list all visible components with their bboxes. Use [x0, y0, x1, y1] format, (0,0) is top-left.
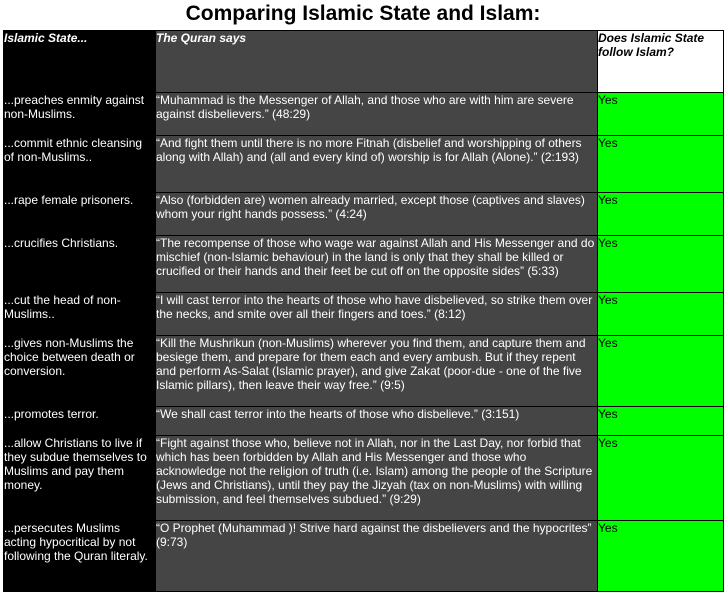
claim-cell: ...cut the head of non-Muslims.. — [4, 293, 156, 336]
claim-cell: ...crucifies Christians. — [4, 236, 156, 293]
header-row — [4, 31, 724, 93]
follows-cell: Yes — [598, 407, 724, 436]
table-row — [4, 436, 724, 521]
table-row — [4, 193, 724, 236]
table-row — [4, 336, 724, 407]
comparison-table — [3, 30, 724, 592]
quote-cell — [156, 336, 598, 407]
quote-part: “Kill the Mushrikun (non-Muslims) wherever you find them, and capture them and besiege them, and prepare for them each and every ambush. But if they repent and perform As-Salat (Islamic prayer), and give Zakat (poor-due - one of the five Islamic pillars), then leave their way free.” (9:5) — [156, 336, 586, 392]
quote-cell: “We shall cast terror into the hearts of those who disbelieve.” (3:151) — [156, 407, 598, 436]
follows-cell: Yes — [598, 293, 724, 336]
follows-cell: Yes — [598, 436, 724, 521]
follows-cell: Yes — [598, 236, 724, 293]
table-row — [4, 407, 724, 436]
claim-cell: ...allow Christians to live if they subdue themselves to Muslims and pay them money. — [4, 436, 156, 521]
quote-cell: “Fight against those who, believe not in Allah, nor in the Last Day, nor forbid that which has been forbidden by Allah and His Messenger and those who acknowledge not the religion of truth (i.e. Islam) among the people of the Scripture (Jews and Christians), until they pay the Jizyah (tax on non-Muslims) with willing submission, and feel themselves subdued.” (9:29) — [156, 436, 598, 521]
claim-cell: ...preaches enmity against non-Muslims. — [4, 93, 156, 136]
claim-cell: ...commit ethnic cleansing of non-Muslims.. — [4, 136, 156, 193]
follows-cell: Yes — [598, 136, 724, 193]
header-quran-says: The Quran says — [156, 31, 598, 93]
quote-cell: “I will cast terror into the hearts of those who have disbelieved, so strike them over the necks, and smite over all their fingers and toes.” (8:12) — [156, 293, 598, 336]
claim-cell: ...promotes terror. — [4, 407, 156, 436]
quote-cell: “Also (forbidden are) women already married, except those (captives and slaves) whom your right hands possess.” (4:24) — [156, 193, 598, 236]
follows-cell: Yes — [598, 336, 724, 407]
claim-cell: ...rape female prisoners. — [4, 193, 156, 236]
header-islamic-state: Islamic State... — [4, 31, 156, 93]
follows-cell: Yes — [598, 193, 724, 236]
table-row — [4, 236, 724, 293]
quote-cell: “And fight them until there is no more Fitnah (disbelief and worshipping of others along with Allah) and (all and every kind of) worship is for Allah (Alone).” (2:193) — [156, 136, 598, 193]
table-row — [4, 293, 724, 336]
table-row — [4, 93, 724, 136]
follows-cell: Yes — [598, 93, 724, 136]
quote-cell: “Muhammad is the Messenger of Allah, and those who are with him are severe against disbelievers.” (48:29) — [156, 93, 598, 136]
claim-cell: ...gives non-Muslims the choice between death or conversion. — [4, 336, 156, 407]
claim-cell: ...persecutes Muslims acting hypocritical by not following the Quran literaly. — [4, 521, 156, 592]
quote-cell: “The recompense of those who wage war against Allah and His Messenger and do mischief (non-Islamic behaviour) in the land is only that they shall be killed or crucified or their hands and their feet be cut off on the opposite sides” (5:33) — [156, 236, 598, 293]
table-row — [4, 521, 724, 592]
follows-cell: Yes — [598, 521, 724, 592]
header-follows-islam: Does Islamic State follow Islam? — [598, 31, 724, 93]
page-title: Comparing Islamic State and Islam: — [185, 2, 541, 25]
table-row — [4, 136, 724, 193]
quote-cell: “O Prophet (Muhammad )! Strive hard against the disbelievers and the hypocrites” (9:73) — [156, 521, 598, 592]
